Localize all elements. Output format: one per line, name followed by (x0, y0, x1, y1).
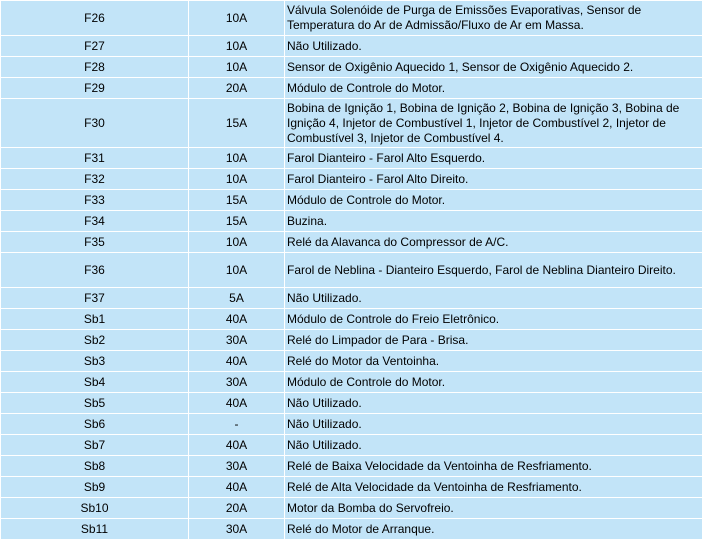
table-row (1, 211, 703, 232)
fuse-description-cell: Bobina de Ignição 1, Bobina de Ignição 2, Bobina de Ignição 3, Bobina de Ignição 4, Injetor de Combustível 1, Injetor de Combustível 2, Injetor de Combustível 3, Injetor de Combustível 4. (285, 99, 703, 148)
table-row (1, 57, 703, 78)
fuse-amperage-cell: 10A (189, 232, 285, 253)
fuse-amperage-cell: 10A (189, 169, 285, 190)
fuse-description-cell: Farol Dianteiro - Farol Alto Direito. (285, 169, 703, 190)
fuse-amperage-cell: 30A (189, 372, 285, 393)
fuse-id-cell: F28 (1, 57, 189, 78)
fuse-description-cell: Não Utilizado. (285, 414, 703, 435)
fuse-id-cell: F33 (1, 190, 189, 211)
fuse-amperage-cell: - (189, 414, 285, 435)
table-row (1, 372, 703, 393)
fuse-amperage-cell: 5A (189, 288, 285, 309)
table-row (1, 309, 703, 330)
fuse-amperage-cell: 15A (189, 190, 285, 211)
fuse-description-cell: Módulo de Controle do Motor. (285, 78, 703, 99)
fuse-id-cell: Sb8 (1, 456, 189, 477)
fuse-id-cell: Sb5 (1, 393, 189, 414)
fuse-amperage-cell: 40A (189, 309, 285, 330)
fuse-description-cell: Módulo de Controle do Freio Eletrônico. (285, 309, 703, 330)
table-row (1, 253, 703, 288)
fuse-description-cell: Módulo de Controle do Motor. (285, 190, 703, 211)
fuse-description-cell: Não Utilizado. (285, 435, 703, 456)
fuse-amperage-cell: 40A (189, 435, 285, 456)
table-row (1, 330, 703, 351)
fuse-amperage-cell: 40A (189, 393, 285, 414)
fuse-description-cell: Motor da Bomba do Servofreio. (285, 498, 703, 519)
table-row (1, 148, 703, 169)
fuse-amperage-cell: 15A (189, 211, 285, 232)
fuse-amperage-cell: 10A (189, 57, 285, 78)
fuse-id-cell: Sb4 (1, 372, 189, 393)
table-row (1, 169, 703, 190)
table-row (1, 99, 703, 148)
fuse-id-cell: Sb7 (1, 435, 189, 456)
fuse-id-cell: F37 (1, 288, 189, 309)
table-row (1, 477, 703, 498)
table-row (1, 414, 703, 435)
fuse-amperage-cell: 20A (189, 78, 285, 99)
table-row (1, 393, 703, 414)
fuse-id-cell: Sb1 (1, 309, 189, 330)
fuse-table-body (1, 1, 703, 540)
fuse-description-cell: Buzina. (285, 211, 703, 232)
fuse-description-cell: Sensor de Oxigênio Aquecido 1, Sensor de Oxigênio Aquecido 2. (285, 57, 703, 78)
fuse-id-cell: Sb2 (1, 330, 189, 351)
fuse-amperage-cell: 30A (189, 330, 285, 351)
fuse-id-cell: F36 (1, 253, 189, 288)
table-row (1, 232, 703, 253)
fuse-id-cell: F35 (1, 232, 189, 253)
fuse-id-cell: F31 (1, 148, 189, 169)
table-row (1, 1, 703, 36)
fuse-description-cell: Farol de Neblina - Dianteiro Esquerdo, Farol de Neblina Dianteiro Direito. (285, 253, 703, 288)
table-row (1, 519, 703, 540)
fuse-description-cell: Farol Dianteiro - Farol Alto Esquerdo. (285, 148, 703, 169)
fuse-description-cell: Relé do Motor da Ventoinha. (285, 351, 703, 372)
fuse-id-cell: F34 (1, 211, 189, 232)
fuse-description-cell: Relé da Alavanca do Compressor de A/C. (285, 232, 703, 253)
fuse-amperage-cell: 10A (189, 36, 285, 57)
fuse-description-cell: Relé do Limpador de Para - Brisa. (285, 330, 703, 351)
fuse-id-cell: F27 (1, 36, 189, 57)
fuse-amperage-cell: 40A (189, 351, 285, 372)
fuse-id-cell: F32 (1, 169, 189, 190)
fuse-amperage-cell: 20A (189, 498, 285, 519)
fuse-id-cell: Sb9 (1, 477, 189, 498)
table-row (1, 190, 703, 211)
fuse-description-cell: Módulo de Controle do Motor. (285, 372, 703, 393)
fuse-id-cell: F29 (1, 78, 189, 99)
fuse-description-cell: Relé de Alta Velocidade da Ventoinha de Resfriamento. (285, 477, 703, 498)
table-row (1, 78, 703, 99)
fuse-amperage-cell: 10A (189, 253, 285, 288)
table-row (1, 498, 703, 519)
fuse-amperage-cell: 30A (189, 519, 285, 540)
fuse-amperage-cell: 10A (189, 148, 285, 169)
table-row (1, 351, 703, 372)
fuse-description-cell: Não Utilizado. (285, 393, 703, 414)
fuse-id-cell: Sb10 (1, 498, 189, 519)
fuse-description-cell: Não Utilizado. (285, 288, 703, 309)
fuse-amperage-cell: 15A (189, 99, 285, 148)
fuse-id-cell: F26 (1, 1, 189, 36)
fuse-id-cell: Sb6 (1, 414, 189, 435)
fuse-amperage-cell: 30A (189, 456, 285, 477)
fuse-description-cell: Válvula Solenóide de Purga de Emissões Evaporativas, Sensor de Temperatura do Ar de Admissão/Fluxo de Ar em Massa. (285, 1, 703, 36)
table-row (1, 36, 703, 57)
fuse-id-cell: Sb3 (1, 351, 189, 372)
fuse-description-cell: Relé do Motor de Arranque. (285, 519, 703, 540)
table-row (1, 456, 703, 477)
fuse-amperage-cell: 40A (189, 477, 285, 498)
table-row (1, 435, 703, 456)
table-row (1, 288, 703, 309)
fuse-description-cell: Relé de Baixa Velocidade da Ventoinha de Resfriamento. (285, 456, 703, 477)
fuse-id-cell: F30 (1, 99, 189, 148)
fuse-id-cell: Sb11 (1, 519, 189, 540)
fuse-description-cell: Não Utilizado. (285, 36, 703, 57)
fuse-amperage-cell: 10A (189, 1, 285, 36)
